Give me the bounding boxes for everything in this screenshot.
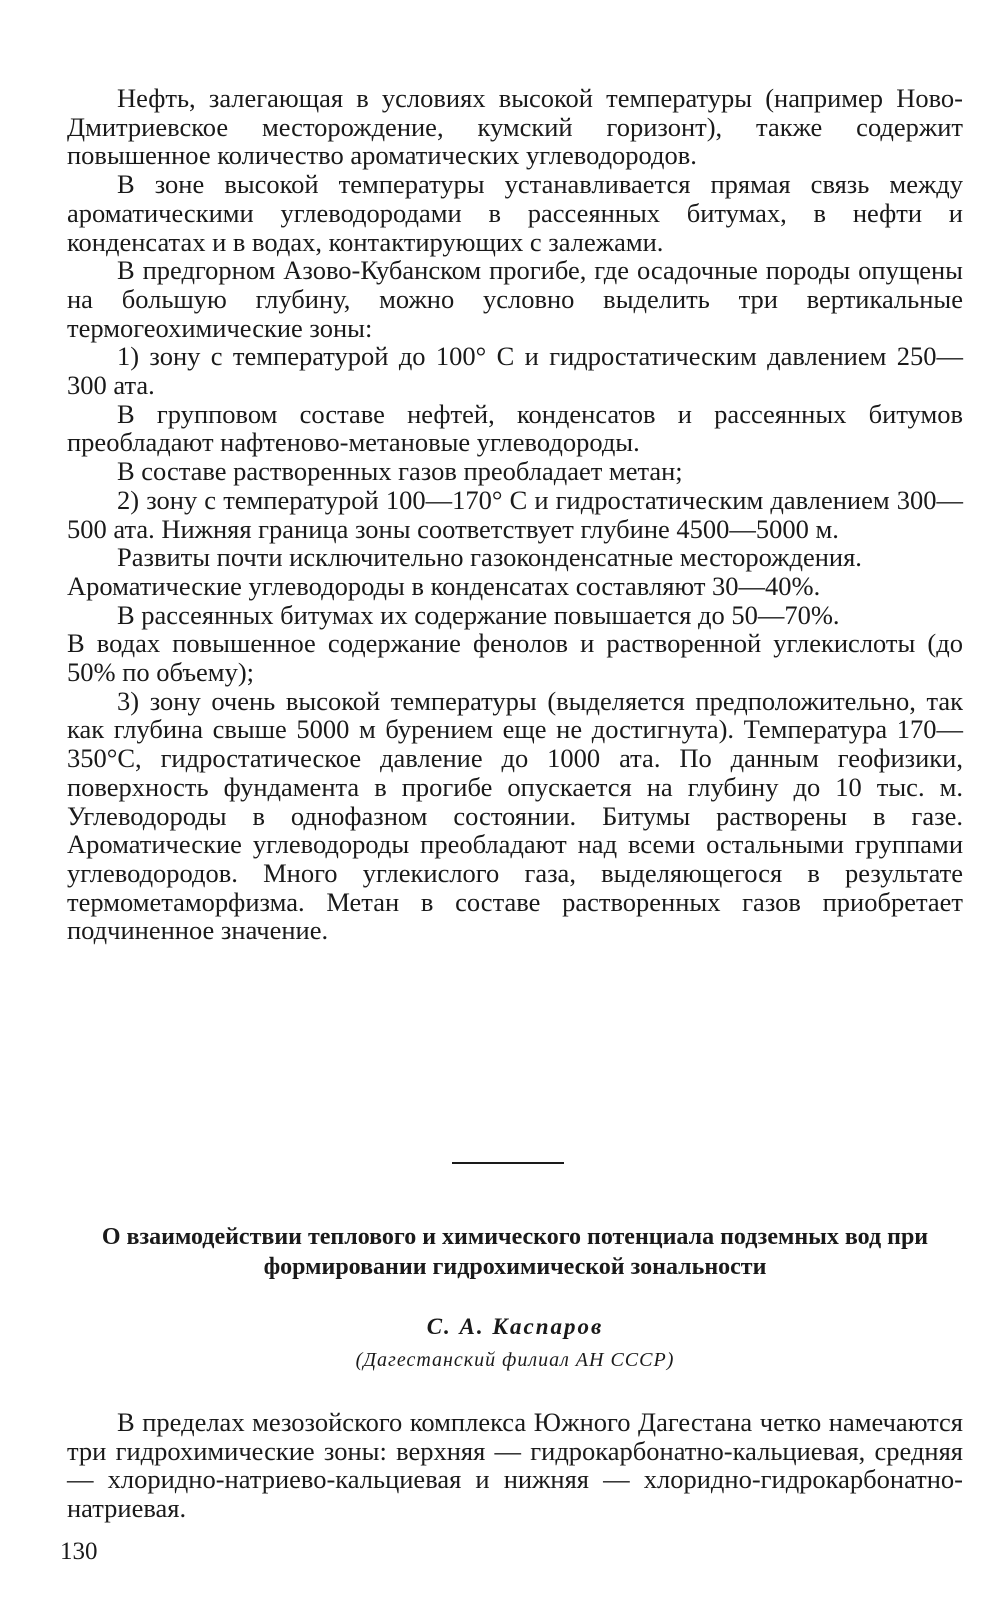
paragraph: Нефть, залегающая в условиях высокой температуры (например Ново-Дмитриевское месторождение, кумский горизонт), также содержит повышенное количество ароматических углеводородов.	[67, 83, 963, 171]
paragraph: В предгорном Азово-Кубанском прогибе, где осадочные породы опущены на большую глубину, можно условно выделить три вертикальные термогеохимические зоны:	[67, 255, 963, 343]
paragraph: Ароматические углеводороды в конденсатах составляют 30—40%.	[67, 570, 821, 601]
page-number: 130	[60, 1538, 98, 1565]
paragraph: В групповом составе нефтей, конденсатов и рассеянных битумов преобладают нафтеново-метановые углеводороды.	[67, 398, 963, 458]
section-divider	[452, 1162, 564, 1164]
article-affiliation: (Дагестанский филиал АН СССР)	[355, 1349, 675, 1371]
preceding-article-text	[67, 84, 963, 945]
article-author: С. А. Каспаров	[426, 1314, 604, 1339]
paragraph: 2) зону с температурой 100—170° С и гидростатическим давлением 300—500 ата. Нижняя граница зоны соответствует глубине 4500—5000 м.	[67, 484, 963, 544]
article-title: О взаимодействии теплового и химического потенциала подземных вод при формировании гидрохимической зональности	[101, 1224, 929, 1280]
paragraph: 1) зону с температурой до 100° С и гидростатическим давлением 250—300 ата.	[67, 341, 963, 401]
paragraph: В пределах мезозойского комплекса Южного Дагестана четко намечаются три гидрохимические зоны: верхняя — гидрокарбонатно-кальциевая, средняя — хлоридно-натриево-кальциевая и нижняя — хлоридно-гидрокарбонатно-натриевая.	[67, 1407, 963, 1524]
paragraph: В составе растворенных газов преобладает метан;	[117, 456, 683, 487]
paragraph: 3) зону очень высокой температуры (выделяется предположительно, так как глубина свыше 5000 м бурением еще не достигнута). Температура 170—350°С, гидростатическое давление до 1000 ата. По данным геофизики, поверхность фундамента в прогибе опускается на глубину до 10 тыс. м. Углеводороды в однофазном состоянии. Битумы растворены в газе. Ароматические углеводороды преобладают над всеми остальными группами углеводородов. Много углекислого газа, выделяющегося в результате термометаморфизма. Метан в составе растворенных газов приобретает подчиненное значение.	[67, 685, 963, 946]
paragraph: В водах повышенное содержание фенолов и растворенной углекислоты (до 50% по объему);	[67, 628, 963, 688]
paragraph: В зоне высокой температуры устанавливается прямая связь между ароматическими углеводородами в рассеянных битумах, в нефти и конденсатах и в водах, контактирующих с залежами.	[67, 169, 963, 257]
paragraph: Развиты почти исключительно газоконденсатные месторождения.	[117, 542, 862, 573]
paragraph: В рассеянных битумах их содержание повышается до 50—70%.	[117, 599, 840, 630]
article-body	[67, 1408, 963, 1523]
